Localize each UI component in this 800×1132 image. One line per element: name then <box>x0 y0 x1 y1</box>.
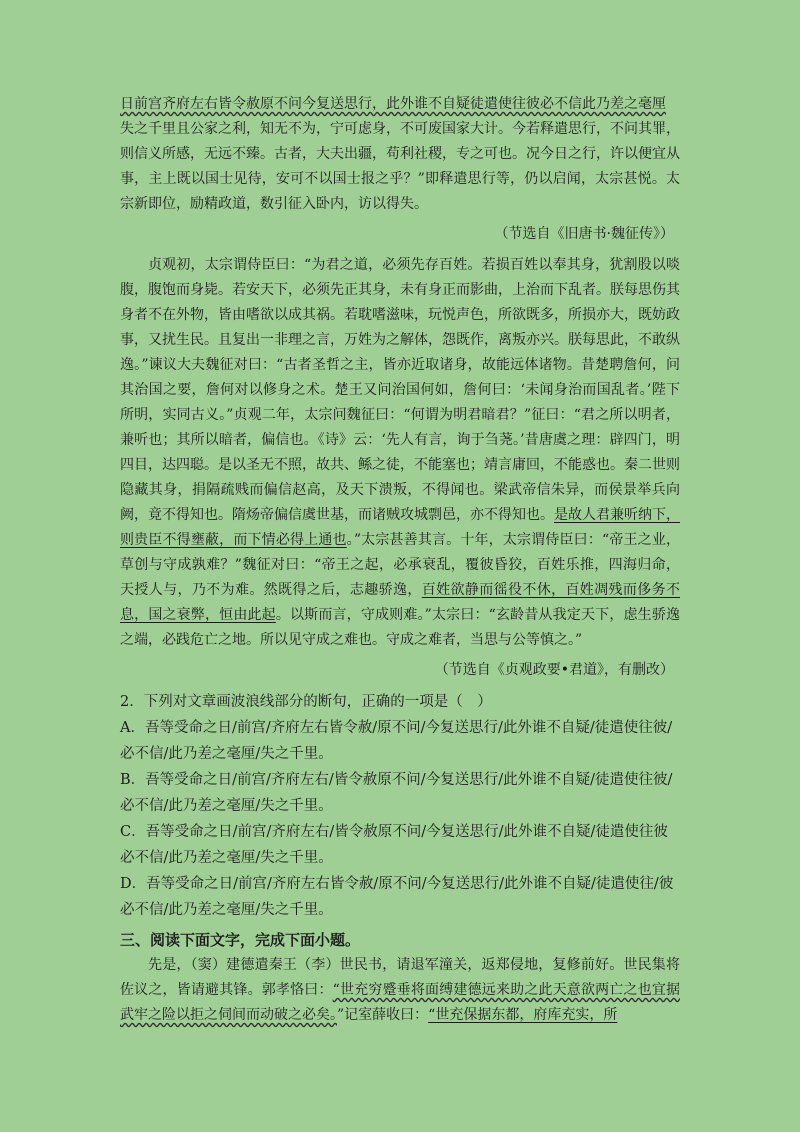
question-stem: 2．下列对文章画波浪线部分的断句，正确的一项是（ ） <box>120 694 492 710</box>
passage1-text <box>120 92 680 217</box>
option-c: C．吾等受命之日/前宫/齐府左右/皆令赦原不问/今复送思行/此外谁不自疑/徒遣使往彼必不信/此乃差之毫厘/失之千里。 <box>120 824 668 866</box>
passage2-source: （节选自《贞观政要•君道》，有删改） <box>434 662 674 678</box>
passage1-source: （节选自《旧唐书·魏征传》） <box>494 226 674 242</box>
section-heading: 三、阅读下面文字，完成下面小题。 <box>120 931 361 949</box>
option-d: D．吾等受命之日/前宫/齐府左右皆令赦/原不问/今复送思行/此外谁不自疑/徒遣使往/彼必不信/此乃差之毫厘/失之千里。 <box>120 876 674 918</box>
passage2-text <box>120 253 680 653</box>
passage1-body: 失之千里且公家之利，知无不为，宁可虑身，不可废国家大计。今若释遣思行，不问其罪，则信义所感，无远不臻。古者，大夫出疆，苟利社稷，专之可也。况今日之行，许以便宜从事，主上既以国士见待，安可不以国士报之乎？”即释遣思行等，仍以启闻，太宗甚悦。太宗新即位，励精政道，数引征入卧内，访以得失。 <box>120 121 680 212</box>
section3-body-a: 先是，（窦）建德遣秦王（李）世民书，请退军潼关，返郑侵地，复修前好。世民集将佐议之，皆请避其锋。郭孝恪曰： <box>120 957 680 998</box>
section3-text <box>120 953 680 1028</box>
section3-underlined-sentence: “世充保据东都，府库充实，所 <box>428 1007 618 1023</box>
document-content <box>120 92 680 1028</box>
section3-body-b: ”记室薛收曰： <box>337 1007 429 1023</box>
underlined-sentence-2: 百姓欲静而徭役不休，百姓凋残而侈务不息，国之衰弊，恒由此起 <box>120 582 681 623</box>
passage2-body-b: 。”太宗甚善其言。十年，太宗谓侍臣曰：“帝王之业，草创与守成孰难？”魏征对曰：“帝王之起，必承衰乱，覆彼昏狡，百姓乐推，四海归命，天授人与，乃不为难。然既得之后，志趣骄逸， <box>120 532 680 598</box>
passage2-body-c: 。以斯而言，守成则难。”太宗曰：“玄龄昔从我定天下，虑生骄逸之端，必践危亡之地。所以见守成之难也。守成之难者，当思与公等慎之。” <box>120 607 680 648</box>
underlined-sentence-1: 是故人君兼听纳下，则贵臣不得壅蔽，而下情必得上通也 <box>120 507 680 548</box>
option-a: A．吾等受命之日/前宫/齐府左右皆令赦/原不问/今复送思行/此外谁不自疑/徒遣使往彼/必不信/此乃差之毫厘/失之千里。 <box>120 720 673 762</box>
passage2-body-a: 贞观初，太宗谓侍臣曰：“为君之道，必须先存百姓。若损百姓以奉其身，犹割股以啖腹，腹饱而身毙。若安天下，必须先正其身，未有身正而影曲，上治而下乱者。朕每思伤其身者不在外物，皆由嗜欲以成其祸。若耽嗜滋味，玩悦声色，所欲既多，所损亦大，既妨政事，又扰生民。且复出一非理之言，万姓为之解体，怨既作，离叛亦兴。朕每思此，不敢纵逸。”谏议大夫魏征对曰：“古者圣哲之主，皆亦近取诸身，故能远体诸物。昔楚聘詹何，问其治国之要，詹何对以修身之术。楚王又问治国何如，詹何曰：‘未闻身治而国乱者。’陛下所明，实同古义。”贞观二年，太宗问魏征曰：“何谓为明君暗君？”征曰：“君之所以明者，兼听也；其所以暗者，偏信也。《诗》云：‘先人有言，询于刍荛。’昔唐虞之理：辟四门，明四目，达四聪。是以圣无不照，故共、鲧之徒，不能塞也；靖言庸回，不能惑也。秦二世则隐藏其身，捐隔疏贱而偏信赵高，及天下溃叛，不得闻也。梁武帝信朱异，而侯景举兵向阙，竟不得知也。隋炀帝偏信虞世基，而诸贼攻城剽邑，亦不得知也。 <box>120 257 680 523</box>
wavy-underlined-sentence: 日前宫齐府左右皆令赦原不问今复送思行，此外谁不自疑徒遣使往彼必不信此乃差之毫厘 <box>120 96 666 112</box>
section3-wavy-sentence: “世充穷蹙垂将面缚建德远来助之此天意欲两亡之也宜据武牢之险以拒之伺间而动破之必矣。 <box>120 982 681 1023</box>
option-b: B．吾等受命之日/前宫/齐府左右/皆令赦原不问/今复送思行/此外谁不自疑/徒遣使往彼/必不信/此乃差之毫厘/失之千里。 <box>120 772 673 814</box>
